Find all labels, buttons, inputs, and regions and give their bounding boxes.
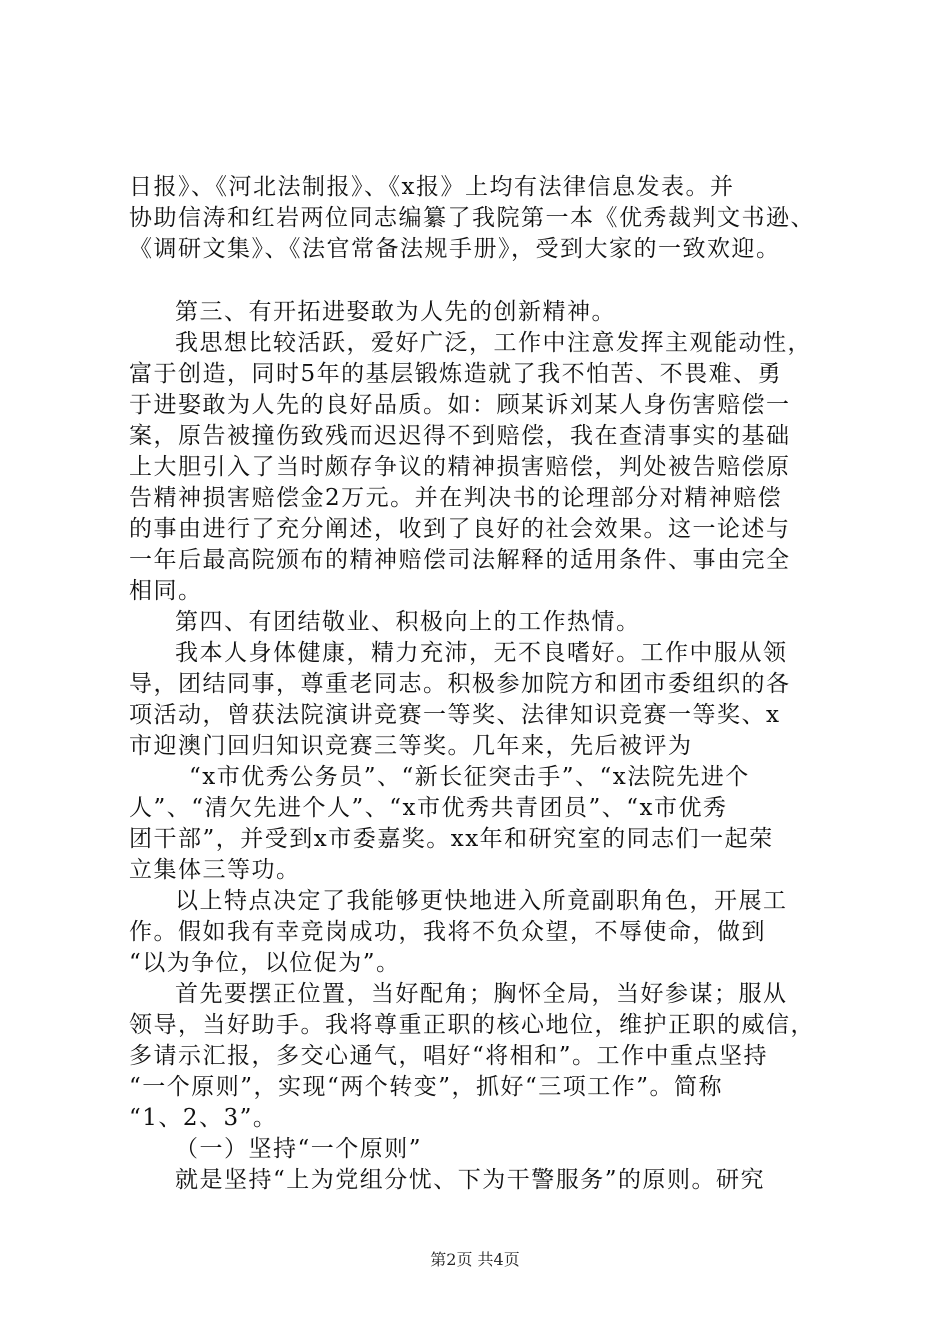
text-line: 就是坚持“上为党组分忧、下为干警服务”的原则。研究 [175, 1167, 766, 1193]
text-line: 案，原告被撞伤致残而迟迟得不到赔偿，我在查清事实的基础 [129, 423, 791, 449]
text-line: 日报》、《河北法制报》、《x报》上均有法律信息发表。并 [129, 174, 735, 200]
text-line: “x市优秀公务员”、“新长征突击手”、“x法院先进个 [189, 764, 750, 790]
text-line: 人”、“清欠先进个人”、“x市优秀共青团员”、“x市优秀 [129, 795, 728, 821]
text-line: “以为争位，以位促为”。 [129, 950, 401, 976]
text-line: 多请示汇报，多交心通气，唱好“将相和”。工作中重点坚持 [129, 1043, 769, 1069]
page-footer [0, 1247, 950, 1270]
text-line: 以上特点决定了我能够更快地进入所竟副职角色，开展工 [175, 888, 788, 914]
text-line: 相同。 [129, 578, 203, 604]
text-line: 我本人身体健康，精力充沛，无不良嗜好。工作中服从领 [175, 640, 788, 666]
text-line: 项活动，曾获法院演讲竞赛一等奖、法律知识竞赛一等奖、x [129, 702, 781, 728]
section-heading: 第三、有开拓进娶敢为人先的创新精神。 [175, 299, 616, 325]
text-line: “1、2、3”。 [129, 1105, 278, 1131]
text-line: 协助信涛和红岩两位同志编纂了我院第一本《优秀裁判文书逊、 [129, 205, 815, 231]
document-body [129, 172, 829, 1196]
text-line: 《调研文集》、《法官常备法规手册》，受到大家的一致欢迎。 [129, 236, 781, 262]
text-line: 立集体三等功。 [129, 857, 301, 883]
paragraph-gap [129, 265, 829, 297]
page-number-label: 第2页 共4页 [430, 1250, 520, 1269]
text-line: 团干部”，并受到x市委嘉奖。xx年和研究室的同志们一起荣 [129, 826, 774, 852]
section-heading: （一）坚持“一个原则” [175, 1136, 423, 1162]
text-line: 作。假如我有幸竞岗成功，我将不负众望，不辱使命，做到 [129, 919, 766, 945]
text-line: 告精神损害赔偿金2万元。并在判决书的论理部分对精神赔偿 [129, 485, 783, 511]
section-heading: 第四、有团结敬业、积极向上的工作热情。 [175, 609, 641, 635]
text-line: 富于创造，同时5年的基层锻炼造就了我不怕苦、不畏难、勇 [129, 361, 783, 387]
text-line: 的事由进行了充分阐述，收到了良好的社会效果。这一论述与 [129, 516, 791, 542]
text-line: 首先要摆正位置，当好配角；胸怀全局，当好参谋；服从 [175, 981, 788, 1007]
text-line: 一年后最高院颁布的精神赔偿司法解释的适用条件、事由完全 [129, 547, 791, 573]
text-line: 我思想比较活跃，爱好广泛，工作中注意发挥主观能动性， [175, 330, 812, 356]
text-line: 领导，当好助手。我将尊重正职的核心地位，维护正职的威信， [129, 1012, 815, 1038]
text-line: “一个原则”，实现“两个转变”，抓好“三项工作”。简称 [129, 1074, 724, 1100]
text-line: 导，团结同事，尊重老同志。积极参加院方和团市委组织的各 [129, 671, 791, 697]
text-line: 于进娶敢为人先的良好品质。如：顾某诉刘某人身伤害赔偿一 [129, 392, 791, 418]
text-line: 上大胆引入了当时颇存争议的精神损害赔偿，判处被告赔偿原 [129, 454, 791, 480]
text-line: 市迎澳门回归知识竞赛三等奖。几年来，先后被评为 [129, 733, 693, 759]
